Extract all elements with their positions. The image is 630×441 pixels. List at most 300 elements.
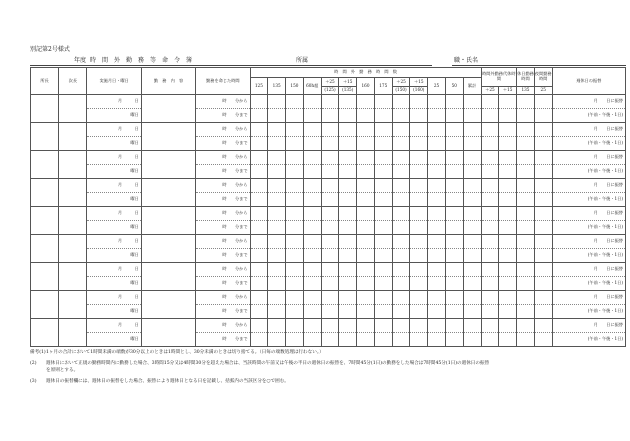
hours-cell[interactable] [517, 249, 535, 263]
hours-cell[interactable] [499, 123, 517, 137]
hours-cell[interactable] [499, 221, 517, 235]
hours-cell[interactable] [303, 137, 321, 151]
hours-cell[interactable] [410, 305, 428, 319]
deputy-seal-cell[interactable] [59, 235, 87, 263]
hours-cell[interactable] [303, 277, 321, 291]
hours-cell[interactable] [303, 235, 321, 249]
hours-cell[interactable] [428, 193, 446, 207]
hours-cell[interactable] [286, 305, 304, 319]
hours-cell[interactable] [481, 137, 499, 151]
date-cell[interactable] [87, 207, 141, 221]
hours-cell[interactable] [250, 207, 268, 221]
hours-cell[interactable] [286, 151, 304, 165]
hours-cell[interactable] [499, 207, 517, 221]
start-time-cell[interactable] [196, 207, 250, 221]
hours-cell[interactable] [534, 333, 552, 347]
hours-cell[interactable] [286, 137, 304, 151]
hours-cell[interactable] [410, 221, 428, 235]
hours-cell[interactable] [321, 277, 339, 291]
hours-cell[interactable] [499, 263, 517, 277]
hours-cell[interactable] [517, 291, 535, 305]
deputy-seal-cell[interactable] [59, 95, 87, 123]
hours-cell[interactable] [392, 207, 410, 221]
hours-cell[interactable] [499, 249, 517, 263]
hours-cell[interactable] [428, 305, 446, 319]
hours-cell[interactable] [357, 277, 375, 291]
hours-cell[interactable] [499, 109, 517, 123]
end-time-cell[interactable] [196, 109, 250, 123]
hours-cell[interactable] [392, 235, 410, 249]
hours-cell[interactable] [392, 109, 410, 123]
hours-cell[interactable] [268, 249, 286, 263]
hours-cell[interactable] [303, 95, 321, 109]
transfer-day-cell[interactable] [552, 263, 625, 277]
hours-cell[interactable] [428, 165, 446, 179]
hours-cell[interactable] [268, 137, 286, 151]
transfer-period-cell[interactable] [552, 165, 625, 179]
hours-cell[interactable] [374, 109, 392, 123]
transfer-day-cell[interactable] [552, 123, 625, 137]
weekday-cell[interactable] [87, 221, 141, 235]
hours-cell[interactable] [517, 193, 535, 207]
chief-seal-cell[interactable] [31, 319, 59, 347]
hours-cell[interactable] [445, 193, 463, 207]
hours-cell[interactable] [286, 95, 304, 109]
chief-seal-cell[interactable] [31, 151, 59, 179]
hours-cell[interactable] [392, 277, 410, 291]
hours-cell[interactable] [410, 165, 428, 179]
hours-cell[interactable] [517, 109, 535, 123]
hours-cell[interactable] [392, 165, 410, 179]
hours-cell[interactable] [392, 137, 410, 151]
hours-cell[interactable] [499, 277, 517, 291]
end-time-cell[interactable] [196, 221, 250, 235]
hours-cell[interactable] [410, 151, 428, 165]
hours-cell[interactable] [517, 123, 535, 137]
deputy-seal-cell[interactable] [59, 151, 87, 179]
hours-cell[interactable] [428, 179, 446, 193]
hours-cell[interactable] [339, 249, 357, 263]
position-name-field[interactable] [474, 54, 626, 66]
hours-cell[interactable] [463, 221, 481, 235]
hours-cell[interactable] [321, 249, 339, 263]
hours-cell[interactable] [268, 193, 286, 207]
start-time-cell[interactable] [196, 235, 250, 249]
hours-cell[interactable] [303, 151, 321, 165]
deputy-seal-cell[interactable] [59, 263, 87, 291]
date-cell[interactable] [87, 179, 141, 193]
hours-cell[interactable] [428, 123, 446, 137]
hours-cell[interactable] [357, 193, 375, 207]
hours-cell[interactable] [445, 123, 463, 137]
hours-cell[interactable] [286, 249, 304, 263]
hours-cell[interactable] [410, 249, 428, 263]
hours-cell[interactable] [357, 291, 375, 305]
date-cell[interactable] [87, 291, 141, 305]
hours-cell[interactable] [463, 263, 481, 277]
hours-cell[interactable] [428, 263, 446, 277]
hours-cell[interactable] [321, 109, 339, 123]
hours-cell[interactable] [392, 151, 410, 165]
hours-cell[interactable] [374, 263, 392, 277]
weekday-cell[interactable] [87, 249, 141, 263]
hours-cell[interactable] [357, 319, 375, 333]
hours-cell[interactable] [445, 249, 463, 263]
hours-cell[interactable] [250, 165, 268, 179]
transfer-period-cell[interactable] [552, 221, 625, 235]
hours-cell[interactable] [321, 123, 339, 137]
hours-cell[interactable] [321, 235, 339, 249]
hours-cell[interactable] [445, 165, 463, 179]
work-content-cell[interactable] [141, 263, 195, 291]
hours-cell[interactable] [517, 333, 535, 347]
hours-cell[interactable] [321, 165, 339, 179]
hours-cell[interactable] [481, 151, 499, 165]
hours-cell[interactable] [268, 123, 286, 137]
hours-cell[interactable] [445, 221, 463, 235]
hours-cell[interactable] [286, 165, 304, 179]
hours-cell[interactable] [250, 291, 268, 305]
weekday-cell[interactable] [87, 165, 141, 179]
hours-cell[interactable] [463, 235, 481, 249]
hours-cell[interactable] [392, 193, 410, 207]
weekday-cell[interactable] [87, 333, 141, 347]
hours-cell[interactable] [357, 333, 375, 347]
hours-cell[interactable] [268, 165, 286, 179]
hours-cell[interactable] [339, 291, 357, 305]
hours-cell[interactable] [339, 151, 357, 165]
hours-cell[interactable] [339, 193, 357, 207]
hours-cell[interactable] [517, 165, 535, 179]
hours-cell[interactable] [463, 193, 481, 207]
transfer-day-cell[interactable] [552, 291, 625, 305]
hours-cell[interactable] [268, 277, 286, 291]
transfer-period-cell[interactable] [552, 277, 625, 291]
hours-cell[interactable] [321, 95, 339, 109]
hours-cell[interactable] [357, 123, 375, 137]
hours-cell[interactable] [321, 193, 339, 207]
hours-cell[interactable] [250, 193, 268, 207]
hours-cell[interactable] [374, 123, 392, 137]
hours-cell[interactable] [534, 165, 552, 179]
hours-cell[interactable] [428, 109, 446, 123]
hours-cell[interactable] [410, 109, 428, 123]
hours-cell[interactable] [250, 235, 268, 249]
hours-cell[interactable] [339, 305, 357, 319]
hours-cell[interactable] [268, 305, 286, 319]
hours-cell[interactable] [374, 305, 392, 319]
hours-cell[interactable] [517, 235, 535, 249]
hours-cell[interactable] [410, 193, 428, 207]
hours-cell[interactable] [534, 179, 552, 193]
deputy-seal-cell[interactable] [59, 179, 87, 207]
deputy-seal-cell[interactable] [59, 207, 87, 235]
hours-cell[interactable] [481, 333, 499, 347]
hours-cell[interactable] [534, 221, 552, 235]
hours-cell[interactable] [286, 179, 304, 193]
hours-cell[interactable] [303, 291, 321, 305]
start-time-cell[interactable] [196, 263, 250, 277]
hours-cell[interactable] [303, 123, 321, 137]
hours-cell[interactable] [445, 151, 463, 165]
hours-cell[interactable] [428, 151, 446, 165]
chief-seal-cell[interactable] [31, 263, 59, 291]
hours-cell[interactable] [463, 179, 481, 193]
hours-cell[interactable] [339, 95, 357, 109]
hours-cell[interactable] [534, 305, 552, 319]
hours-cell[interactable] [463, 207, 481, 221]
hours-cell[interactable] [286, 333, 304, 347]
hours-cell[interactable] [499, 319, 517, 333]
hours-cell[interactable] [374, 95, 392, 109]
end-time-cell[interactable] [196, 137, 250, 151]
hours-cell[interactable] [286, 221, 304, 235]
end-time-cell[interactable] [196, 193, 250, 207]
hours-cell[interactable] [250, 221, 268, 235]
weekday-cell[interactable] [87, 305, 141, 319]
hours-cell[interactable] [410, 277, 428, 291]
hours-cell[interactable] [463, 305, 481, 319]
hours-cell[interactable] [481, 207, 499, 221]
hours-cell[interactable] [357, 263, 375, 277]
start-time-cell[interactable] [196, 151, 250, 165]
transfer-period-cell[interactable] [552, 249, 625, 263]
hours-cell[interactable] [374, 193, 392, 207]
hours-cell[interactable] [428, 277, 446, 291]
hours-cell[interactable] [339, 319, 357, 333]
hours-cell[interactable] [392, 179, 410, 193]
deputy-seal-cell[interactable] [59, 291, 87, 319]
hours-cell[interactable] [534, 291, 552, 305]
hours-cell[interactable] [339, 137, 357, 151]
hours-cell[interactable] [321, 291, 339, 305]
hours-cell[interactable] [357, 109, 375, 123]
hours-cell[interactable] [534, 137, 552, 151]
hours-cell[interactable] [268, 291, 286, 305]
hours-cell[interactable] [339, 165, 357, 179]
hours-cell[interactable] [445, 333, 463, 347]
hours-cell[interactable] [428, 137, 446, 151]
hours-cell[interactable] [286, 291, 304, 305]
hours-cell[interactable] [499, 305, 517, 319]
chief-seal-cell[interactable] [31, 235, 59, 263]
hours-cell[interactable] [481, 235, 499, 249]
hours-cell[interactable] [392, 95, 410, 109]
date-cell[interactable] [87, 95, 141, 109]
date-cell[interactable] [87, 319, 141, 333]
hours-cell[interactable] [517, 305, 535, 319]
end-time-cell[interactable] [196, 249, 250, 263]
hours-cell[interactable] [303, 333, 321, 347]
hours-cell[interactable] [517, 207, 535, 221]
hours-cell[interactable] [392, 263, 410, 277]
chief-seal-cell[interactable] [31, 95, 59, 123]
hours-cell[interactable] [392, 333, 410, 347]
hours-cell[interactable] [481, 291, 499, 305]
hours-cell[interactable] [286, 109, 304, 123]
hours-cell[interactable] [445, 95, 463, 109]
start-time-cell[interactable] [196, 179, 250, 193]
hours-cell[interactable] [321, 263, 339, 277]
hours-cell[interactable] [428, 221, 446, 235]
hours-cell[interactable] [374, 333, 392, 347]
hours-cell[interactable] [250, 305, 268, 319]
hours-cell[interactable] [392, 291, 410, 305]
hours-cell[interactable] [357, 207, 375, 221]
hours-cell[interactable] [534, 249, 552, 263]
hours-cell[interactable] [428, 333, 446, 347]
hours-cell[interactable] [517, 95, 535, 109]
hours-cell[interactable] [463, 151, 481, 165]
weekday-cell[interactable] [87, 137, 141, 151]
hours-cell[interactable] [481, 95, 499, 109]
start-time-cell[interactable] [196, 95, 250, 109]
work-content-cell[interactable] [141, 235, 195, 263]
hours-cell[interactable] [534, 235, 552, 249]
work-content-cell[interactable] [141, 151, 195, 179]
deputy-seal-cell[interactable] [59, 123, 87, 151]
work-content-cell[interactable] [141, 291, 195, 319]
hours-cell[interactable] [463, 333, 481, 347]
hours-cell[interactable] [499, 95, 517, 109]
hours-cell[interactable] [463, 95, 481, 109]
work-content-cell[interactable] [141, 179, 195, 207]
hours-cell[interactable] [321, 333, 339, 347]
hours-cell[interactable] [321, 151, 339, 165]
hours-cell[interactable] [374, 151, 392, 165]
hours-cell[interactable] [303, 109, 321, 123]
hours-cell[interactable] [481, 249, 499, 263]
hours-cell[interactable] [463, 249, 481, 263]
hours-cell[interactable] [250, 123, 268, 137]
hours-cell[interactable] [517, 319, 535, 333]
start-time-cell[interactable] [196, 123, 250, 137]
hours-cell[interactable] [534, 207, 552, 221]
hours-cell[interactable] [534, 193, 552, 207]
hours-cell[interactable] [392, 249, 410, 263]
hours-cell[interactable] [374, 137, 392, 151]
hours-cell[interactable] [534, 123, 552, 137]
work-content-cell[interactable] [141, 207, 195, 235]
hours-cell[interactable] [339, 235, 357, 249]
hours-cell[interactable] [339, 109, 357, 123]
hours-cell[interactable] [268, 95, 286, 109]
hours-cell[interactable] [268, 221, 286, 235]
hours-cell[interactable] [445, 305, 463, 319]
hours-cell[interactable] [410, 263, 428, 277]
hours-cell[interactable] [268, 319, 286, 333]
hours-cell[interactable] [534, 319, 552, 333]
hours-cell[interactable] [499, 179, 517, 193]
hours-cell[interactable] [303, 165, 321, 179]
transfer-period-cell[interactable] [552, 193, 625, 207]
hours-cell[interactable] [286, 193, 304, 207]
transfer-period-cell[interactable] [552, 137, 625, 151]
hours-cell[interactable] [357, 179, 375, 193]
hours-cell[interactable] [445, 179, 463, 193]
affiliation-field[interactable] [314, 54, 432, 66]
hours-cell[interactable] [250, 95, 268, 109]
hours-cell[interactable] [481, 179, 499, 193]
hours-cell[interactable] [410, 207, 428, 221]
hours-cell[interactable] [499, 291, 517, 305]
hours-cell[interactable] [481, 221, 499, 235]
hours-cell[interactable] [374, 249, 392, 263]
hours-cell[interactable] [499, 137, 517, 151]
hours-cell[interactable] [339, 123, 357, 137]
hours-cell[interactable] [268, 179, 286, 193]
hours-cell[interactable] [286, 207, 304, 221]
hours-cell[interactable] [463, 123, 481, 137]
hours-cell[interactable] [303, 207, 321, 221]
hours-cell[interactable] [321, 137, 339, 151]
hours-cell[interactable] [410, 333, 428, 347]
hours-cell[interactable] [481, 305, 499, 319]
hours-cell[interactable] [517, 221, 535, 235]
hours-cell[interactable] [250, 179, 268, 193]
hours-cell[interactable] [357, 221, 375, 235]
hours-cell[interactable] [286, 235, 304, 249]
hours-cell[interactable] [357, 165, 375, 179]
hours-cell[interactable] [339, 221, 357, 235]
hours-cell[interactable] [534, 109, 552, 123]
hours-cell[interactable] [286, 277, 304, 291]
hours-cell[interactable] [410, 95, 428, 109]
transfer-period-cell[interactable] [552, 333, 625, 347]
hours-cell[interactable] [499, 193, 517, 207]
hours-cell[interactable] [445, 319, 463, 333]
hours-cell[interactable] [303, 179, 321, 193]
hours-cell[interactable] [321, 305, 339, 319]
work-content-cell[interactable] [141, 95, 195, 123]
hours-cell[interactable] [481, 123, 499, 137]
hours-cell[interactable] [517, 277, 535, 291]
hours-cell[interactable] [374, 207, 392, 221]
hours-cell[interactable] [463, 109, 481, 123]
work-content-cell[interactable] [141, 123, 195, 151]
hours-cell[interactable] [392, 319, 410, 333]
hours-cell[interactable] [286, 263, 304, 277]
start-time-cell[interactable] [196, 319, 250, 333]
hours-cell[interactable] [410, 319, 428, 333]
hours-cell[interactable] [286, 123, 304, 137]
hours-cell[interactable] [357, 151, 375, 165]
hours-cell[interactable] [303, 193, 321, 207]
hours-cell[interactable] [428, 95, 446, 109]
transfer-day-cell[interactable] [552, 95, 625, 109]
hours-cell[interactable] [321, 221, 339, 235]
chief-seal-cell[interactable] [31, 123, 59, 151]
chief-seal-cell[interactable] [31, 207, 59, 235]
hours-cell[interactable] [410, 123, 428, 137]
hours-cell[interactable] [534, 277, 552, 291]
hours-cell[interactable] [517, 263, 535, 277]
hours-cell[interactable] [268, 151, 286, 165]
hours-cell[interactable] [321, 207, 339, 221]
end-time-cell[interactable] [196, 277, 250, 291]
hours-cell[interactable] [481, 263, 499, 277]
hours-cell[interactable] [303, 249, 321, 263]
hours-cell[interactable] [534, 151, 552, 165]
hours-cell[interactable] [534, 263, 552, 277]
date-cell[interactable] [87, 151, 141, 165]
hours-cell[interactable] [268, 109, 286, 123]
hours-cell[interactable] [463, 277, 481, 291]
hours-cell[interactable] [339, 179, 357, 193]
hours-cell[interactable] [303, 319, 321, 333]
transfer-day-cell[interactable] [552, 207, 625, 221]
hours-cell[interactable] [339, 333, 357, 347]
